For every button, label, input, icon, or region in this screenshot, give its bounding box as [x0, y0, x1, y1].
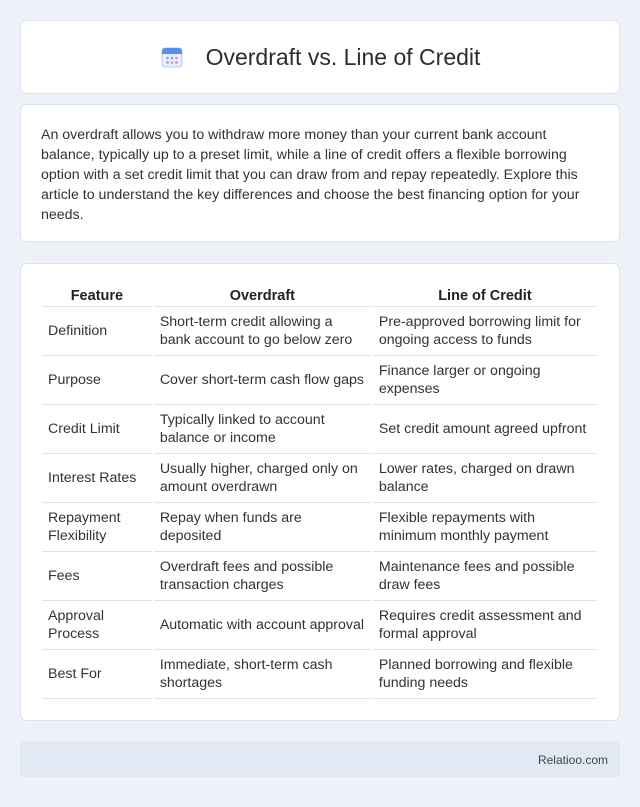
- line-of-credit-cell: Maintenance fees and possible draw fees: [373, 552, 597, 601]
- feature-cell: Best For: [42, 650, 152, 699]
- title-card: [20, 20, 620, 94]
- table-row: [42, 552, 597, 601]
- overdraft-cell: Usually higher, charged only on amount overdrawn: [154, 454, 371, 503]
- overdraft-cell: Overdraft fees and possible transaction charges: [154, 552, 371, 601]
- line-of-credit-cell: Set credit amount agreed upfront: [373, 405, 597, 454]
- column-header-line-of-credit: Line of Credit: [373, 284, 597, 307]
- comparison-card: [20, 263, 620, 721]
- feature-cell: Approval Process: [42, 601, 152, 650]
- column-header-feature: Feature: [42, 284, 152, 307]
- intro-text: An overdraft allows you to withdraw more money than your current bank account balance, typically up to a preset limit, while a line of credit offers a flexible borrowing option with a set credit limit that you can draw from and repay repeatedly. Explore this article to understand the key differences and choose the best financing option for your needs.: [41, 127, 580, 223]
- table-row: [42, 650, 597, 699]
- feature-cell: Interest Rates: [42, 454, 152, 503]
- line-of-credit-cell: Lower rates, charged on drawn balance: [373, 454, 597, 503]
- comparison-table: [40, 284, 599, 699]
- line-of-credit-cell: Pre-approved borrowing limit for ongoing access to funds: [373, 307, 597, 356]
- overdraft-cell: Short-term credit allowing a bank account to go below zero: [154, 307, 371, 356]
- overdraft-cell: Repay when funds are deposited: [154, 503, 371, 552]
- table-row: [42, 454, 597, 503]
- line-of-credit-cell: Finance larger or ongoing expenses: [373, 356, 597, 405]
- feature-cell: Purpose: [42, 356, 152, 405]
- table-row: [42, 601, 597, 650]
- table-row: [42, 307, 597, 356]
- line-of-credit-cell: Requires credit assessment and formal approval: [373, 601, 597, 650]
- page-title: Overdraft vs. Line of Credit: [205, 43, 481, 70]
- overdraft-cell: Immediate, short-term cash shortages: [154, 650, 371, 699]
- feature-cell: Definition: [42, 307, 152, 356]
- feature-cell: Fees: [42, 552, 152, 601]
- footer-brand-link[interactable]: Relatioo.com: [537, 752, 608, 767]
- table-header-row: [42, 284, 597, 307]
- calendar-icon: [160, 45, 184, 69]
- line-of-credit-cell: Planned borrowing and flexible funding needs: [373, 650, 597, 699]
- overdraft-cell: Automatic with account approval: [154, 601, 371, 650]
- footer: [20, 742, 620, 777]
- intro-card: [20, 104, 620, 242]
- table-row: [42, 356, 597, 405]
- table-row: [42, 503, 597, 552]
- overdraft-cell: Typically linked to account balance or income: [154, 405, 371, 454]
- column-header-overdraft: Overdraft: [154, 284, 371, 307]
- line-of-credit-cell: Flexible repayments with minimum monthly payment: [373, 503, 597, 552]
- overdraft-cell: Cover short-term cash flow gaps: [154, 356, 371, 405]
- feature-cell: Credit Limit: [42, 405, 152, 454]
- feature-cell: Repayment Flexibility: [42, 503, 152, 552]
- table-row: [42, 405, 597, 454]
